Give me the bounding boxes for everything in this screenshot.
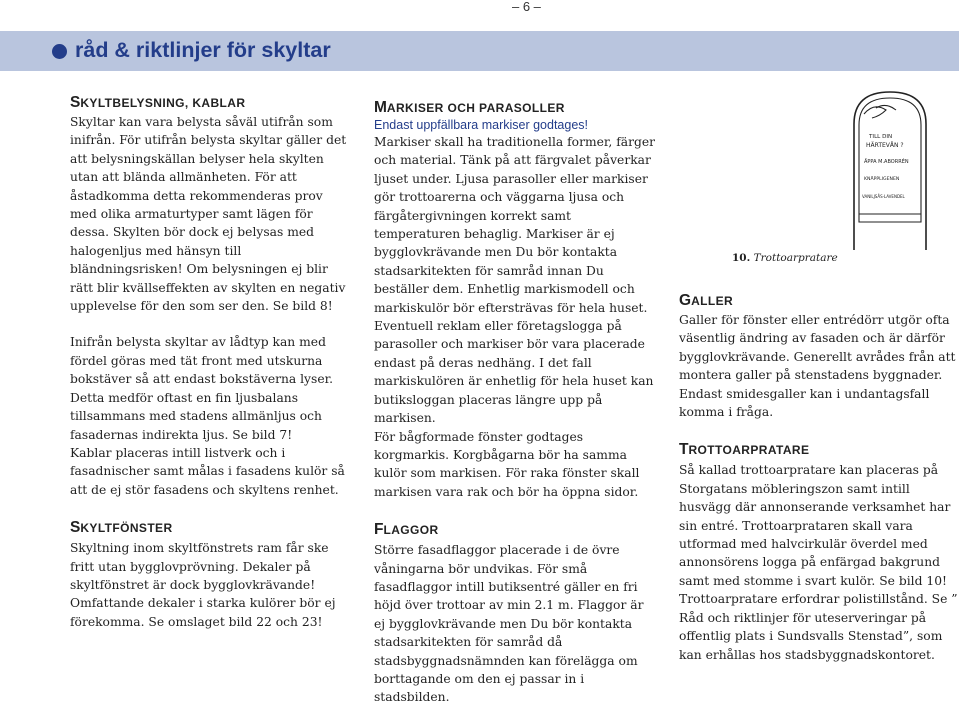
subheading-awnings: Endast uppfällbara markiser godtages! xyxy=(374,118,589,132)
paragraph-cables: Kablar placeras intill listverk och i fasadnischer samt målas i fasadens kulör så att de ej stör fasadens och skyltens renhet. xyxy=(70,445,345,497)
paragraph-sidewalk-signs: Så kallad trottoarpratare kan placeras på Storgatans möbleringszon samt intill husvägg där annonserande verksamhet har sin entré. Trottoarprataren skall vara utformad med halvcirkulär överdel med annonsörens logga på enfärgad bakgrund samt med stomme i svart kulör. Se bild 10! xyxy=(679,463,951,588)
paragraph-shop-windows: Skyltning inom skyltfönstrets ram får ske fritt utan bygglovprövning. Dekaler på skyltfönstret är dock bygglovkrävande! Omfattande dekaler i starka kulörer bör ej förekomma. Se omslaget bild 22 och 23! xyxy=(70,541,336,629)
sign-line-4: KNÄPPLIGENEN xyxy=(864,177,900,182)
sidewalk-sign-illustration xyxy=(840,90,940,256)
paragraph-flags: Större fasadflaggor placerade i de övre våningarna bör undvikas. För små fasadflaggor intill butiksentré gäller en fri höjd över trottoar av min 2.1 m. Flaggor är ej bygglovkrävande men Du bör kontakta stadsarkitekten för samråd då stadsbyggnadsnämnden kan förelägga om borttagande om den ej passar in i stadsbilden. xyxy=(374,543,644,705)
paragraph-police-permit: Trottoarpratare erfordrar polistillstånd. Se ” Råd och riktlinjer för uteserveringar på offentlig plats i Sundsvalls Stenstad”, som kan erhållas hos stadsbyggnadskontoret. xyxy=(679,592,958,662)
paragraph-box-signs: Inifrån belysta skyltar av lådtyp kan med fördel göras med tät front med utskurna bokstäver så att endast bokstäverna lyser. Detta medför oftast en fin ljusbalans tillsammans med stadens allmänljus och fasadernas indirekta ljus. Se bild 7! xyxy=(70,335,334,442)
heading-markiser: MARKISER OCH PARASOLLER xyxy=(374,99,565,116)
bullet-dot-icon xyxy=(52,44,67,59)
paragraph-grilles: Galler för fönster eller entrédörr utgör ofta väsentlig ändring av fasaden och är därför bygglovkrävande. Generellt avrådes från att montera galler på stenstadens byggnader. Endast smidesgaller kan i undantagsfall komma i fråga. xyxy=(679,313,956,420)
column-1 xyxy=(70,94,353,631)
page-number: – 6 – xyxy=(512,0,541,14)
figure-caption: 10. Trottoarpratare xyxy=(732,252,838,264)
heading-skyltfonster: SKYLTFÖNSTER xyxy=(70,519,173,537)
heading-flaggor: FLAGGOR xyxy=(374,521,439,539)
heading-galler: GALLER xyxy=(679,292,734,309)
sign-line-3: ÄPPA M.ABORRÉN xyxy=(864,159,909,165)
paragraph-advertising: Eventuell reklam eller företagslogga på parasoller och markiser bör vara placerade endast på deras nedhäng. I det fall markiskulören är enhetlig för hela huset kan butiksloggan placeras längre upp på markisen. xyxy=(374,319,654,426)
paragraph-arched-windows: För bågformade fönster godtages korgmarkis. Korgbågarna bör ha samma kulör som markisen. För raka fönster skall markisen vara rak och bör ha öppna sidor. xyxy=(374,429,640,499)
paragraph-awnings: Markiser skall ha traditionella former, färger och material. Tänk på att färgvalet påverkar ljuset under. Ljusa parasoller eller markiser gör trottoarerna och väggarna ljusa och färgåtergivningen korrekt samt temperaturen behaglig. Markiser är ej bygglovkrävande men Du bör kontakta stadsarkitekten för samråd innan Du beställer dem. Enhetlig markismodell och markiskulör bör eftersträvas för hela huset. xyxy=(374,135,656,315)
column-3 xyxy=(679,292,959,664)
section-banner xyxy=(0,31,959,71)
heading-trottoarpratare: TROTTOARPRATARE xyxy=(679,441,810,459)
sign-line-5: VANILJSÅS·LAVENDEL xyxy=(862,194,905,199)
paragraph-lighting: Skyltar kan vara belysta såväl utifrån som inifrån. För utifrån belysta skyltar gäller det att belysningskällan belyser hela skylten utan att blända allmänheten. För att åstadkomma detta rekommenderas prov med olika armaturtyper samt lägen för dessa. Skylten bör dock ej belysas med halogenljus med hänsyn till bländningsrisken! Om belysningen ej blir rätt blir kvällseffekten av skylten en negativ upplevelse för den som ser den. Se bild 8! xyxy=(70,115,347,314)
column-2 xyxy=(374,99,656,707)
heading-skyltbelysning: SKYLTBELYSNING, KABLAR xyxy=(70,94,246,111)
sign-line-2: HÄRTEVÅN ? xyxy=(866,142,904,149)
section-title: råd & riktlinjer för skyltar xyxy=(75,38,331,62)
sign-line-1: TILL DIN xyxy=(869,134,893,140)
